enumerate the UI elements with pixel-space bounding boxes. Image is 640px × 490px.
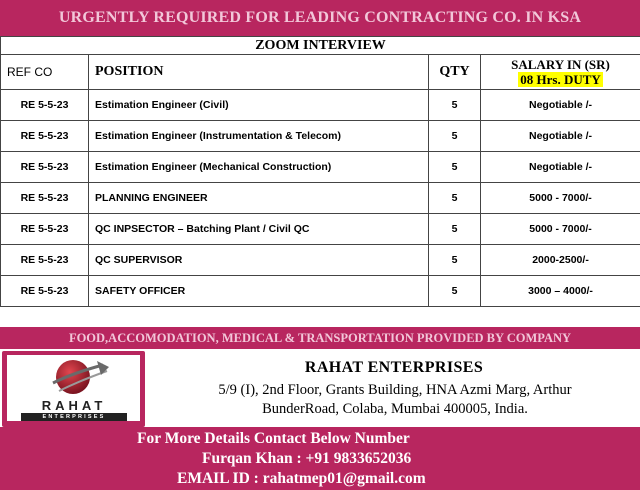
row-position: PLANNING ENGINEER (89, 183, 429, 214)
duty-highlight: 08 Hrs. DUTY (520, 72, 601, 87)
headline-text: URGENTLY REQUIRED FOR LEADING CONTRACTING CO. IN KSA (58, 9, 582, 26)
row-position: Estimation Engineer (Mechanical Construction) (89, 152, 429, 183)
header-qty: QTY (429, 55, 481, 90)
zoom-row (1, 37, 640, 55)
row-ref: RE 5-5-23 (1, 214, 89, 245)
row-qty: 5 (429, 121, 481, 152)
header-salary (481, 55, 640, 90)
row-qty: 5 (429, 245, 481, 276)
row-salary: 5000 - 7000/- (481, 214, 640, 245)
row-position: SAFETY OFFICER (89, 276, 429, 307)
table-row (1, 245, 640, 276)
company-address (160, 381, 630, 419)
row-salary: 2000-2500/- (481, 245, 640, 276)
row-ref: RE 5-5-23 (1, 276, 89, 307)
header-position: POSITION (89, 55, 429, 90)
row-qty: 5 (429, 183, 481, 214)
row-position: Estimation Engineer (Instrumentation & Telecom) (89, 121, 429, 152)
row-ref: RE 5-5-23 (1, 245, 89, 276)
table-row (1, 152, 640, 183)
table-row (1, 121, 640, 152)
table-row (1, 214, 640, 245)
contact-email: EMAIL ID : rahatmep01@gmail.com (177, 470, 426, 487)
logo-wordmark: RAHAT (41, 398, 107, 413)
row-ref: RE 5-5-23 (1, 90, 89, 121)
contact-phone: Furqan Khan : +91 9833652036 (202, 450, 412, 467)
company-logo (2, 351, 145, 427)
company-block (0, 349, 640, 428)
row-qty: 5 (429, 214, 481, 245)
row-salary: 5000 - 7000/- (481, 183, 640, 214)
row-salary: Negotiable /- (481, 90, 640, 121)
table-header (1, 55, 640, 90)
row-qty: 5 (429, 90, 481, 121)
table-row (1, 276, 640, 307)
row-position: Estimation Engineer (Civil) (89, 90, 429, 121)
table-row (1, 90, 640, 121)
zoom-interview-label: ZOOM INTERVIEW (1, 37, 640, 55)
salary-label: SALARY IN (SR) (511, 57, 610, 72)
row-position: QC INPSECTOR – Batching Plant / Civil QC (89, 214, 429, 245)
benefits-text: FOOD,ACCOMODATION, MEDICAL & TRANSPORTATION PROVIDED BY COMPANY (68, 330, 572, 345)
jobs-table (0, 36, 640, 307)
contact-banner (0, 428, 640, 490)
table-row (1, 183, 640, 214)
row-ref: RE 5-5-23 (1, 152, 89, 183)
header-ref: REF CO (1, 55, 89, 90)
headline-banner (0, 0, 640, 36)
address-line-2: BunderRoad, Colaba, Mumbai 400005, India. (262, 401, 528, 417)
row-salary: Negotiable /- (481, 152, 640, 183)
logo-subtitle: ENTERPRISES (21, 413, 127, 421)
benefits-banner (0, 327, 640, 349)
contact-heading: For More Details Contact Below Number (137, 430, 410, 447)
company-name: RAHAT ENTERPRISES (304, 359, 484, 376)
row-salary: Negotiable /- (481, 121, 640, 152)
row-qty: 5 (429, 276, 481, 307)
row-ref: RE 5-5-23 (1, 183, 89, 214)
address-line-1: 5/9 (I), 2nd Floor, Grants Building, HNA Azmi Marg, Arthur (218, 382, 572, 398)
row-position: QC SUPERVISOR (89, 245, 429, 276)
row-salary: 3000 – 4000/- (481, 276, 640, 307)
row-qty: 5 (429, 152, 481, 183)
row-ref: RE 5-5-23 (1, 121, 89, 152)
logo-panel (7, 355, 140, 421)
